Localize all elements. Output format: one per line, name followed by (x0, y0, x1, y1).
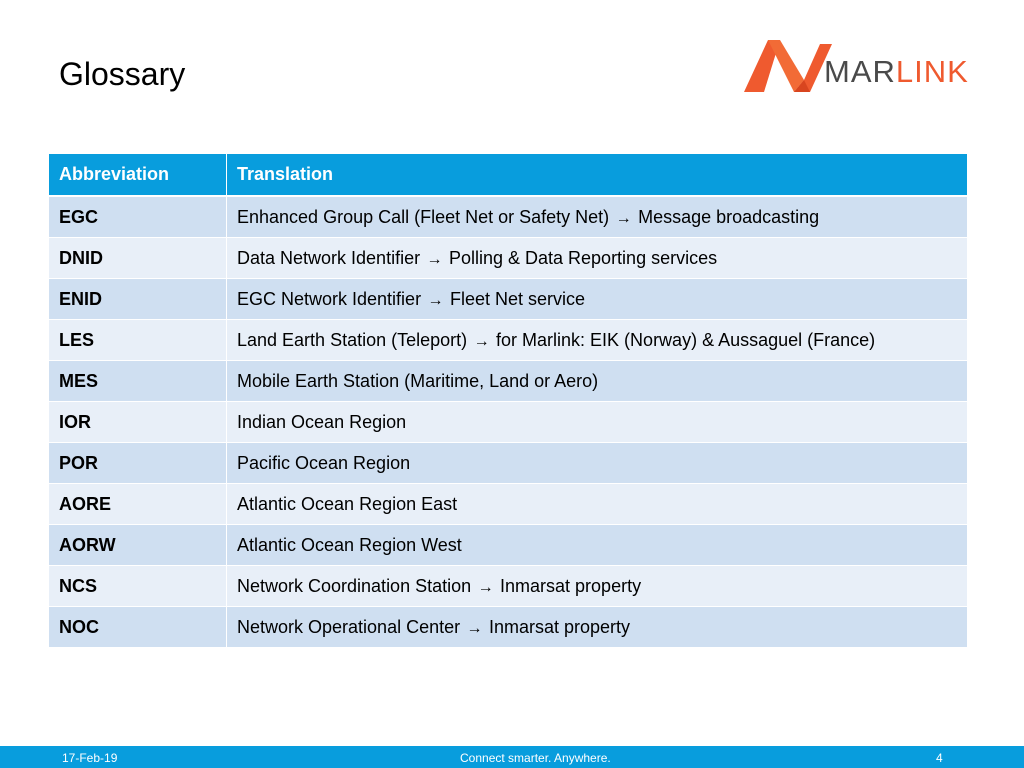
translation-text: Network Coordination Station (237, 575, 472, 596)
translation-cell (226, 361, 967, 402)
translation-text: Indian Ocean Region (237, 411, 407, 432)
translation-cell (226, 525, 967, 566)
translation-text: Mobile Earth Station (Maritime, Land or Aero) (237, 370, 599, 391)
table-row (49, 607, 967, 648)
table-row (49, 238, 967, 279)
table-row (49, 197, 967, 238)
footer-tagline: Connect smarter. Anywhere. (460, 751, 611, 765)
table-row (49, 320, 967, 361)
translation-detail: Fleet Net service (449, 288, 585, 309)
slide-title: Glossary (59, 56, 186, 92)
table-row (49, 484, 967, 525)
translation-cell (226, 402, 967, 443)
table-body (49, 197, 967, 648)
translation-cell (226, 484, 967, 525)
translation-cell (226, 197, 967, 238)
abbreviation-cell: LES (49, 320, 226, 361)
translation-detail: Inmarsat property (500, 575, 642, 596)
translation-cell (226, 279, 967, 320)
page-number: 4 (936, 751, 943, 765)
translation-text: Atlantic Ocean Region East (237, 493, 458, 514)
header-translation: Translation (226, 154, 967, 197)
abbreviation-cell: AORW (49, 525, 226, 566)
abbreviation-cell: NCS (49, 566, 226, 607)
translation-detail: Inmarsat property (489, 616, 631, 637)
table-row (49, 361, 967, 402)
logo-word-part1: MAR (824, 54, 896, 89)
table-header-row (49, 154, 967, 197)
glossary-table (49, 154, 967, 648)
translation-text: Data Network Identifier (237, 247, 421, 268)
table-row (49, 566, 967, 607)
table-row (49, 525, 967, 566)
abbreviation-cell: IOR (49, 402, 226, 443)
translation-detail: for Marlink: EIK (Norway) & Aussaguel (France) (496, 329, 876, 350)
right-arrow-icon: → (422, 250, 447, 268)
table-row (49, 443, 967, 484)
abbreviation-cell: EGC (49, 197, 226, 238)
translation-text: Land Earth Station (Teleport) (237, 329, 468, 350)
footer-bar (0, 746, 1024, 768)
header-abbreviation: Abbreviation (49, 154, 226, 197)
right-arrow-icon: → (423, 291, 448, 309)
abbreviation-cell: NOC (49, 607, 226, 648)
translation-detail: Message broadcasting (638, 206, 820, 227)
right-arrow-icon: → (469, 332, 495, 350)
marlink-logo (744, 36, 970, 94)
translation-text: Network Operational Center (237, 616, 461, 637)
logo-word-part2: LINK (895, 54, 969, 89)
logo-wordmark (824, 52, 969, 92)
right-arrow-icon: → (473, 578, 499, 596)
footer-date: 17-Feb-19 (62, 751, 118, 765)
table-row (49, 402, 967, 443)
translation-cell (226, 443, 967, 484)
abbreviation-cell: MES (49, 361, 226, 402)
abbreviation-cell: AORE (49, 484, 226, 525)
translation-detail: Polling & Data Reporting services (448, 247, 718, 268)
translation-text: EGC Network Identifier (237, 288, 422, 309)
abbreviation-cell: DNID (49, 238, 226, 279)
translation-text: Enhanced Group Call (Fleet Net or Safety Net) (237, 206, 610, 227)
translation-cell (226, 566, 967, 607)
abbreviation-cell: POR (49, 443, 226, 484)
abbreviation-cell: ENID (49, 279, 226, 320)
table-row (49, 279, 967, 320)
right-arrow-icon: → (462, 619, 487, 637)
translation-text: Atlantic Ocean Region West (237, 534, 462, 555)
translation-cell (226, 238, 967, 279)
translation-cell (226, 320, 967, 361)
translation-cell (226, 607, 967, 648)
right-arrow-icon: → (611, 209, 637, 227)
translation-text: Pacific Ocean Region (237, 452, 411, 473)
